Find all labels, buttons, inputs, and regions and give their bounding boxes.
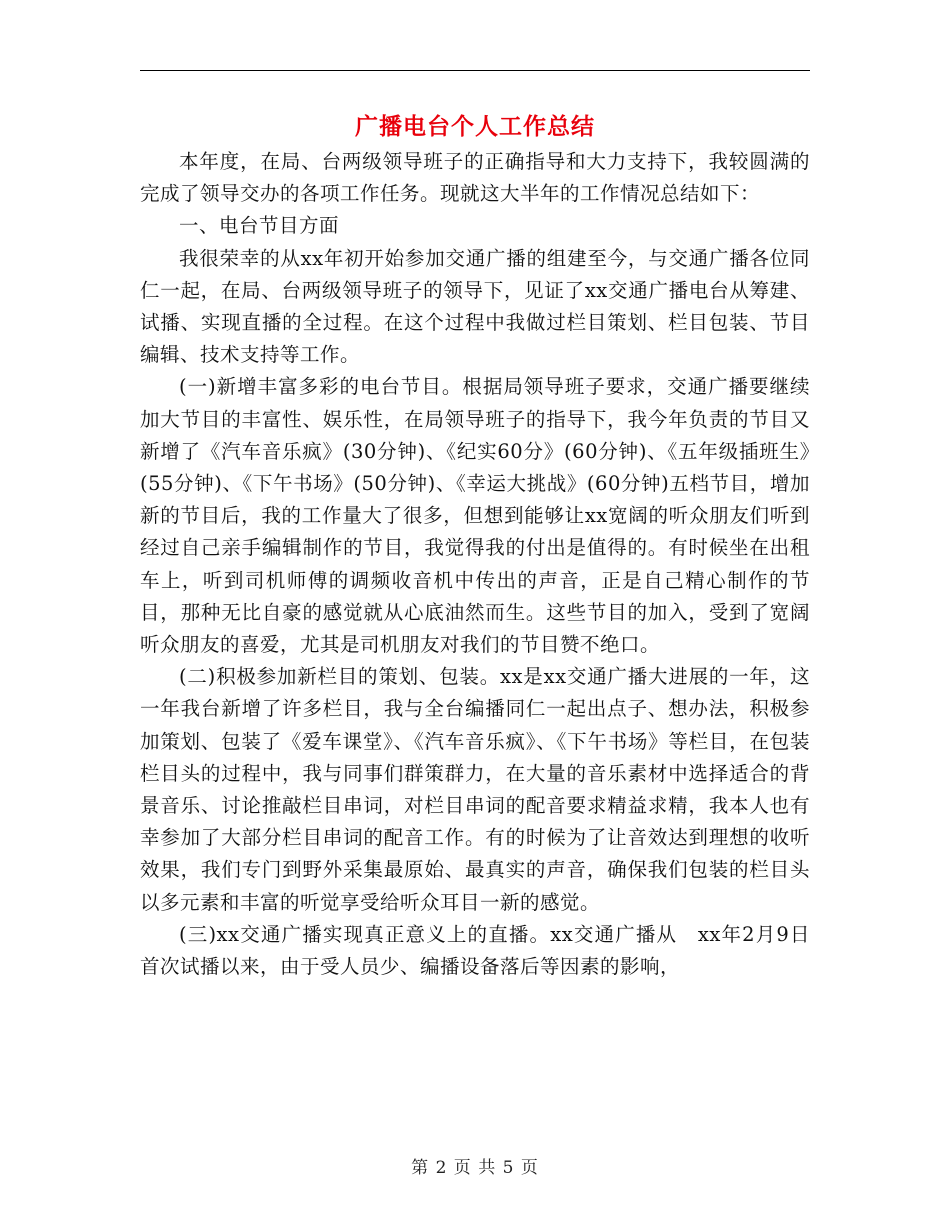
page-number: 第 2 页 共 5 页 [411,1158,539,1178]
document-body [140,146,831,983]
paragraph: (三)xx交通广播实现真正意义上的直播。xx交通广播从 xx年2月9日 首次试播以来，由于受人员少、编播设备落后等因素的影响， [140,922,831,979]
paragraph: (一)新增丰富多彩的电台节目。根据局领导班子要求，交通广播要继续加大节目的丰富性、娱乐性，在局领导班子的指导下，我今年负责的节目又新增了《汽车音乐疯》(30分钟)、《纪实60分》(60分钟)、《五年级插班生》(55分钟)、《下午书场》(50分钟)、《幸运大挑战》(60分钟)五档节目，增加新的节目后，我的工作量大了很多，但想到能够让xx宽阔的听众朋友们听到经过自己亲手编辑制作的节目，我觉得我的付出是值得的。有时候坐在出租车上，听到司机师傅的调频收音机中传出的声音，正是自己精心制作的节目，那种无比自豪的感觉就从心底油然而生。这些节目的加入，受到了宽阔听众朋友的喜爱，尤其是司机朋友对我们的节目赞不绝口。 [140,375,810,657]
document-title: 广播电台个人工作总结 [355,113,595,140]
paragraph: 我很荣幸的从xx年初开始参加交通广播的组建至今，与交通广播各位同仁一起，在局、台两级领导班子的领导下，见证了xx交通广播电台从筹建、试播、实现直播的全过程。在这个过程中我做过栏目策划、栏目包装、节目编辑、技术支持等工作。 [140,246,810,367]
paragraph: (二)积极参加新栏目的策划、包装。xx是xx交通广播大进展的一年，这一年我台新增了许多栏目，我与全台编播同仁一起出点子、想办法，积极参加策划、包装了《爱车课堂》、《汽车音乐疯》、《下午书场》等栏目，在包装栏目头的过程中，我与同事们群策群力，在大量的音乐素材中选择适合的背景音乐、讨论推敲栏目串词，对栏目串词的配音要求精益求精，我本人也有幸参加了大部分栏目串词的配音工作。有的时候为了让音效达到理想的收听效果，我们专门到野外采集最原始、最真实的声音，确保我们包装的栏目头以多元素和丰富的听觉享受给听众耳目一新的感觉。 [140,665,810,914]
paragraph-intro: 本年度，在局、台两级领导班子的正确指导和大力支持下，我较圆满的完成了领导交办的各项工作任务。现就这大半年的工作情况总结如下： [140,150,810,206]
header-rule [140,70,810,71]
section-heading: 一、电台节目方面 [179,214,340,238]
